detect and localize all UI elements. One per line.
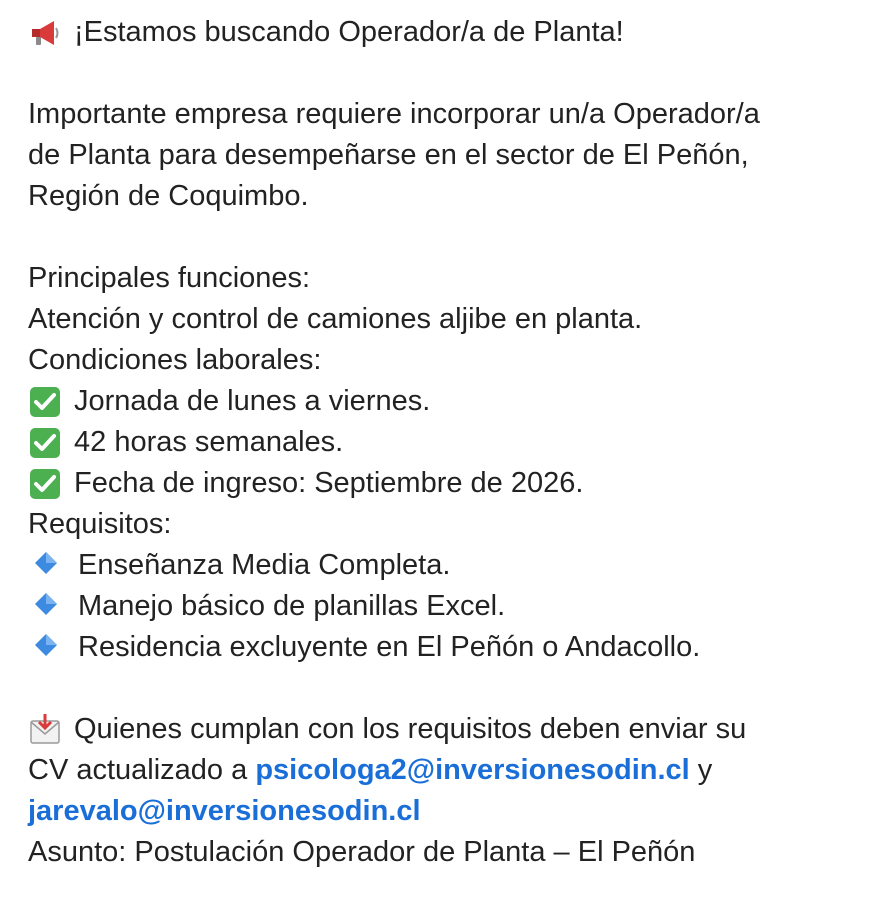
headline: ¡Estamos buscando Operador/a de Planta!	[74, 16, 624, 48]
application-prefix: CV actualizado a	[28, 754, 256, 786]
requirement-item	[28, 627, 890, 668]
functions-heading: Principales funciones:	[28, 262, 311, 294]
requirement-item	[28, 586, 890, 627]
application-subject: Asunto: Postulación Operador de Planta – El Peñón	[28, 836, 696, 868]
condition-item	[28, 381, 890, 422]
spacer	[28, 53, 890, 94]
small-blue-diamond-icon	[32, 590, 60, 624]
small-blue-diamond-icon	[32, 549, 60, 583]
megaphone-icon	[28, 16, 62, 50]
intro-line-1: Importante empresa requiere incorporar un/a Operador/a	[28, 98, 760, 130]
check-mark-button-icon	[28, 426, 62, 460]
envelope-with-arrow-icon	[28, 713, 62, 747]
spacer	[28, 668, 890, 709]
condition-item	[28, 422, 890, 463]
intro-line-2: de Planta para desempeñarse en el sector de El Peñón,	[28, 139, 749, 171]
application-line-2	[28, 750, 890, 791]
functions-text: Atención y control de camiones aljibe en planta.	[28, 303, 643, 335]
requirement-text: Manejo básico de planillas Excel.	[78, 590, 506, 622]
condition-text: Jornada de lunes a viernes.	[74, 385, 431, 417]
condition-text: 42 horas semanales.	[74, 426, 344, 458]
application-text: Quienes cumplan con los requisitos deben enviar su	[74, 713, 747, 745]
intro-line-3: Región de Coquimbo.	[28, 180, 309, 212]
email-link-2[interactable]: jarevalo@inversionesodin.cl	[28, 795, 421, 827]
condition-text: Fecha de ingreso: Septiembre de 2026.	[74, 467, 584, 499]
check-mark-button-icon	[28, 385, 62, 419]
requirement-item	[28, 545, 890, 586]
check-mark-button-icon	[28, 467, 62, 501]
application-row	[28, 709, 890, 750]
conditions-heading: Condiciones laborales:	[28, 344, 322, 376]
job-post	[0, 12, 890, 873]
application-conjunction: y	[689, 754, 713, 786]
headline-row	[28, 12, 890, 53]
email-link-1[interactable]: psicologa2@inversionesodin.cl	[255, 754, 690, 786]
small-blue-diamond-icon	[32, 631, 60, 665]
requirements-heading: Requisitos:	[28, 508, 172, 540]
spacer	[28, 217, 890, 258]
application-line-3	[28, 791, 890, 832]
condition-item	[28, 463, 890, 504]
requirement-text: Enseñanza Media Completa.	[78, 549, 451, 581]
requirement-text: Residencia excluyente en El Peñón o Andacollo.	[78, 631, 701, 663]
